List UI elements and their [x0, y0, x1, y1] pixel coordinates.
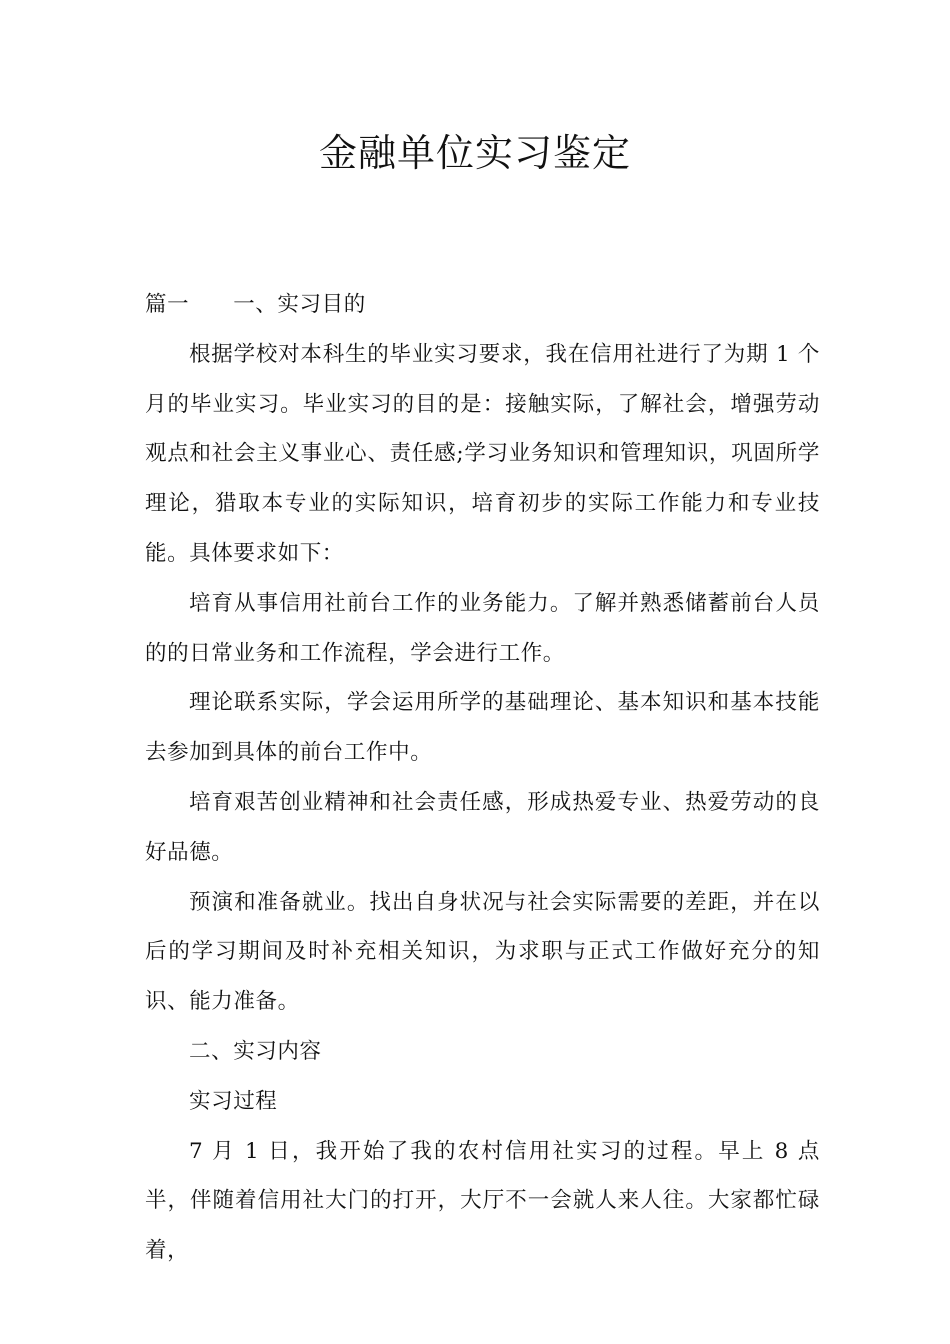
heading-text: 一、实习目的	[233, 292, 366, 317]
paragraph: 培育艰苦创业精神和社会责任感，形成热爱专业、热爱劳动的良好品德。	[145, 789, 820, 865]
paragraph: 培育从事信用社前台工作的业务能力。了解并熟悉储蓄前台人员的的日常业务和工作流程，学会进行工作。	[145, 590, 820, 666]
section-heading: 二、实习内容	[189, 1038, 322, 1064]
section-label: 篇一	[145, 292, 190, 317]
paragraph: 7 月 1 日，我开始了我的农村信用社实习的过程。早上 8 点半，伴随着信用社大门的打开，大厅不一会就人来人往。大家都忙碌着，	[145, 1138, 820, 1264]
document-body	[145, 280, 820, 1276]
paragraph: 预演和准备就业。找出自身状况与社会实际需要的差距，并在以后的学习期间及时补充相关知识，为求职与正式工作做好充分的知识、能力准备。	[145, 889, 820, 1015]
paragraph: 理论联系实际，学会运用所学的基础理论、基本知识和基本技能去参加到具体的前台工作中。	[145, 690, 820, 766]
paragraph-heading-1	[145, 280, 820, 330]
subsection-heading: 实习过程	[189, 1088, 278, 1114]
paragraph: 根据学校对本科生的毕业实习要求，我在信用社进行了为期 1 个月的毕业实习。毕业实习的目的是：接触实际，了解社会，增强劳动观点和社会主义事业心、责任感;学习业务知识和管理知识，巩固所学理论，猎取本专业的实际知识，培育初步的实际工作能力和专业技能。具体要求如下：	[145, 341, 820, 566]
document-title: 金融单位实习鉴定	[318, 131, 631, 175]
